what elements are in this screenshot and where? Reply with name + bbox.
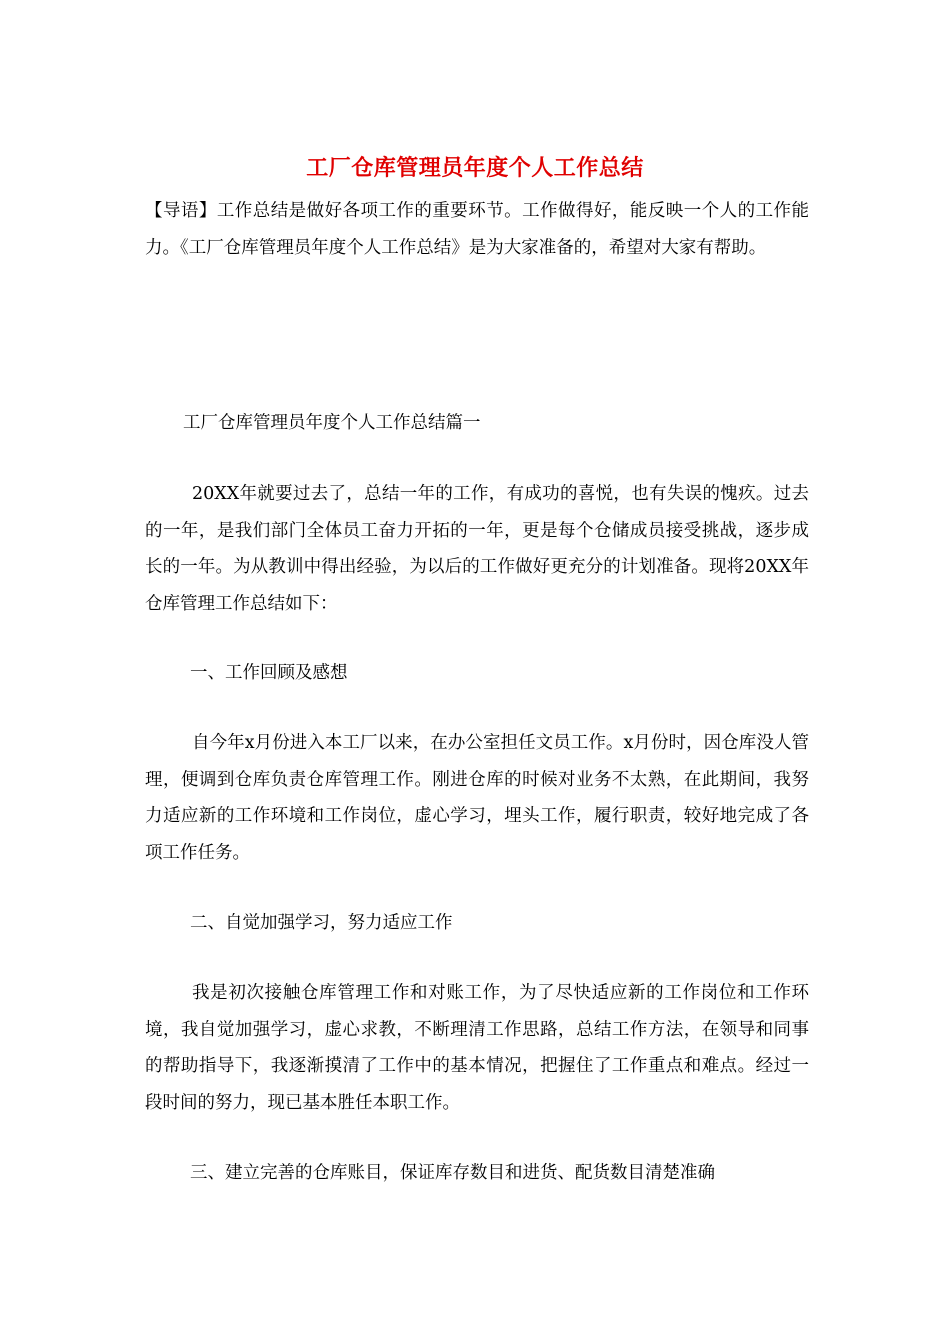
body-paragraph-3: 我是初次接触仓库管理工作和对账工作，为了尽快适应新的工作岗位和工作环境，我自觉加强学习，虚心求教，不断理清工作思路，总结工作方法，在领导和同事的帮助指导下，我逐渐摸清了工作中的基本情况，把握住了工作重点和难点。经过一段时间的努力，现已基本胜任本职工作。 [145, 983, 809, 1113]
section-heading-3: 三、建立完善的仓库账目，保证库存数目和进货、配货数目清楚准确 [190, 1163, 715, 1183]
body-paragraph-1: 20XX年就要过去了，总结一年的工作，有成功的喜悦，也有失误的愧疚。过去的一年，是我们部门全体员工奋力开拓的一年，更是每个仓储成员接受挑战，逐步成长的一年。为从教训中得出经验，为以后的工作做好更充分的计划准备。现将20XX年仓库管理工作总结如下： [145, 484, 809, 614]
intro-paragraph: 【导语】工作总结是做好各项工作的重要环节。工作做得好，能反映一个人的工作能力。《工厂仓库管理员年度个人工作总结》是为大家准备的，希望对大家有帮助。 [145, 201, 809, 258]
section-heading-2: 二、自觉加强学习，努力适应工作 [190, 913, 453, 933]
body-paragraph-2: 自今年x月份进入本工厂以来，在办公室担任文员工作。x月份时，因仓库没人管理，便调到仓库负责仓库管理工作。刚进仓库的时候对业务不太熟，在此期间，我努力适应新的工作环境和工作岗位，虚心学习，埋头工作，履行职责，较好地完成了各项工作任务。 [145, 733, 809, 863]
section-heading-1: 一、工作回顾及感想 [190, 663, 348, 683]
article-title: 工厂仓库管理员年度个人工作总结篇一 [183, 413, 481, 433]
document-title: 工厂仓库管理员年度个人工作总结 [306, 155, 644, 181]
